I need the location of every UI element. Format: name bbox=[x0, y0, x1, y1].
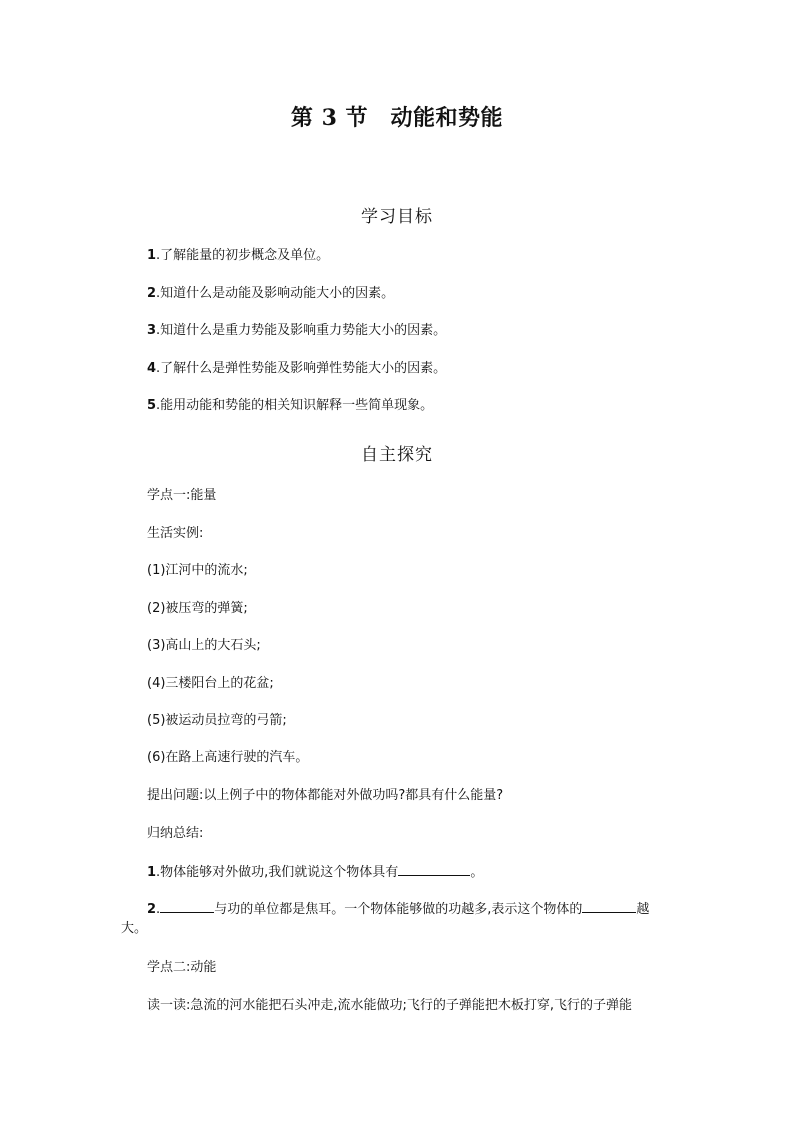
summary-text: 越 bbox=[636, 902, 650, 917]
objective-item-5 bbox=[147, 397, 433, 415]
example-item: (5)被运动员拉弯的弓箭; bbox=[147, 713, 287, 728]
objectives-heading: 学习目标 bbox=[361, 207, 433, 227]
example-item: (6)在路上高速行驶的汽车。 bbox=[147, 750, 309, 765]
objective-item-2 bbox=[147, 285, 394, 303]
summary-text: .物体能够对外做功,我们就说这个物体具有 bbox=[156, 865, 399, 880]
explore-heading: 自主探究 bbox=[361, 445, 433, 465]
summary-item-2-continued: 大。 bbox=[121, 921, 148, 936]
summary-number: 2 bbox=[147, 902, 157, 917]
page-title: 第 3 节 动能和势能 bbox=[290, 105, 504, 131]
summary-text: 与功的单位都是焦耳。一个物体能够做的功越多,表示这个物体的 bbox=[214, 902, 583, 917]
objective-item-3 bbox=[147, 322, 446, 340]
example-item: (4)三楼阳台上的花盆; bbox=[147, 676, 274, 691]
fill-blank[interactable] bbox=[160, 899, 214, 913]
example-item: (1)江河中的流水; bbox=[147, 563, 248, 578]
objective-number: 1 bbox=[147, 248, 157, 263]
fill-blank[interactable] bbox=[398, 862, 470, 876]
summary-text: . bbox=[156, 902, 161, 917]
fill-blank[interactable] bbox=[582, 899, 636, 913]
objective-text: .了解能量的初步概念及单位。 bbox=[156, 248, 330, 263]
question-text: 提出问题:以上例子中的物体都能对外做功吗?都具有什么能量? bbox=[147, 788, 504, 803]
objective-item-4 bbox=[147, 360, 446, 378]
example-item: (2)被压弯的弹簧; bbox=[147, 601, 248, 616]
point-one-heading: 学点一:能量 bbox=[147, 488, 217, 503]
reading-text: 读一读:急流的河水能把石头冲走,流水能做功;飞行的子弹能把木板打穿,飞行的子弹能 bbox=[147, 998, 633, 1013]
summary-item-2 bbox=[147, 899, 649, 919]
objective-text: .了解什么是弹性势能及影响弹性势能大小的因素。 bbox=[156, 361, 447, 376]
objective-number: 3 bbox=[147, 323, 157, 338]
summary-label: 归纳总结: bbox=[147, 826, 204, 841]
example-item: (3)高山上的大石头; bbox=[147, 638, 261, 653]
objective-text: .知道什么是重力势能及影响重力势能大小的因素。 bbox=[156, 323, 447, 338]
summary-number: 1 bbox=[147, 865, 157, 880]
objective-number: 4 bbox=[147, 361, 157, 376]
examples-label: 生活实例: bbox=[147, 526, 204, 541]
summary-item-1 bbox=[147, 862, 483, 882]
summary-text: 。 bbox=[470, 865, 484, 880]
objective-item-1 bbox=[147, 247, 329, 265]
objective-text: .能用动能和势能的相关知识解释一些简单现象。 bbox=[156, 398, 434, 413]
objective-text: .知道什么是动能及影响动能大小的因素。 bbox=[156, 286, 395, 301]
objective-number: 5 bbox=[147, 398, 157, 413]
point-two-heading: 学点二:动能 bbox=[147, 960, 217, 975]
objective-number: 2 bbox=[147, 286, 157, 301]
